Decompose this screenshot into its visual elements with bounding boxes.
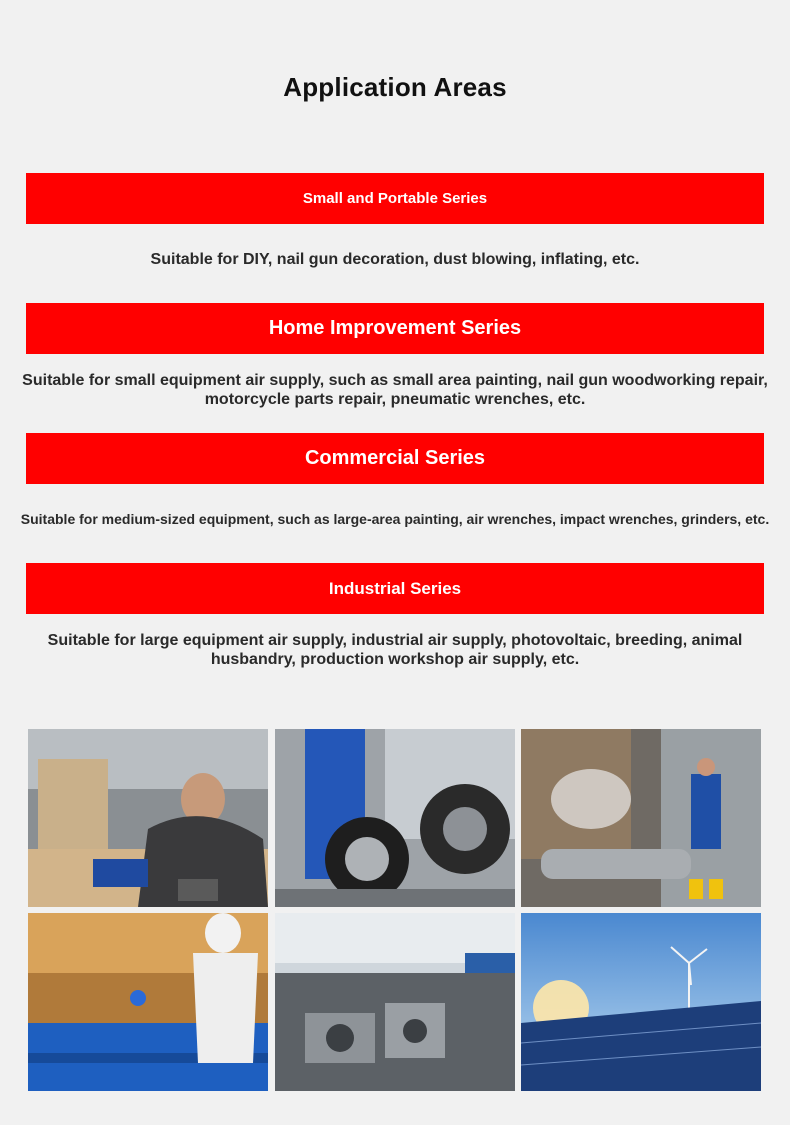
page-title: Application Areas [283,72,507,102]
series-banner-industrial: Industrial Series [26,563,764,614]
photo-pressure-washing [521,729,761,907]
series-description-commercial: Suitable for medium-sized equipment, such as large-area painting, air wrenches, impact wrenches, grinders, etc. [20,511,770,527]
series-banner-commercial: Commercial Series [26,433,764,484]
series-description-industrial: Suitable for large equipment air supply, industrial air supply, photovoltaic, breeding, animal husbandry, production workshop air supply, etc. [47,632,743,668]
photo-engine-production-line [275,913,515,1091]
photo-woodworking [28,729,268,907]
photo-solar-wind [521,913,761,1091]
series-description-home-improvement: Suitable for small equipment air supply, such as small area painting, nail gun woodworking repair, motorcycle parts repair, pneumatic wrenches, etc. [22,372,768,408]
photo-car-tire [275,729,515,907]
photo-spray-painting [28,913,268,1091]
series-banner-small-portable: Small and Portable Series [26,173,764,224]
series-description-small-portable: Suitable for DIY, nail gun decoration, dust blowing, inflating, etc. [150,251,640,268]
series-banner-home-improvement: Home Improvement Series [26,303,764,354]
